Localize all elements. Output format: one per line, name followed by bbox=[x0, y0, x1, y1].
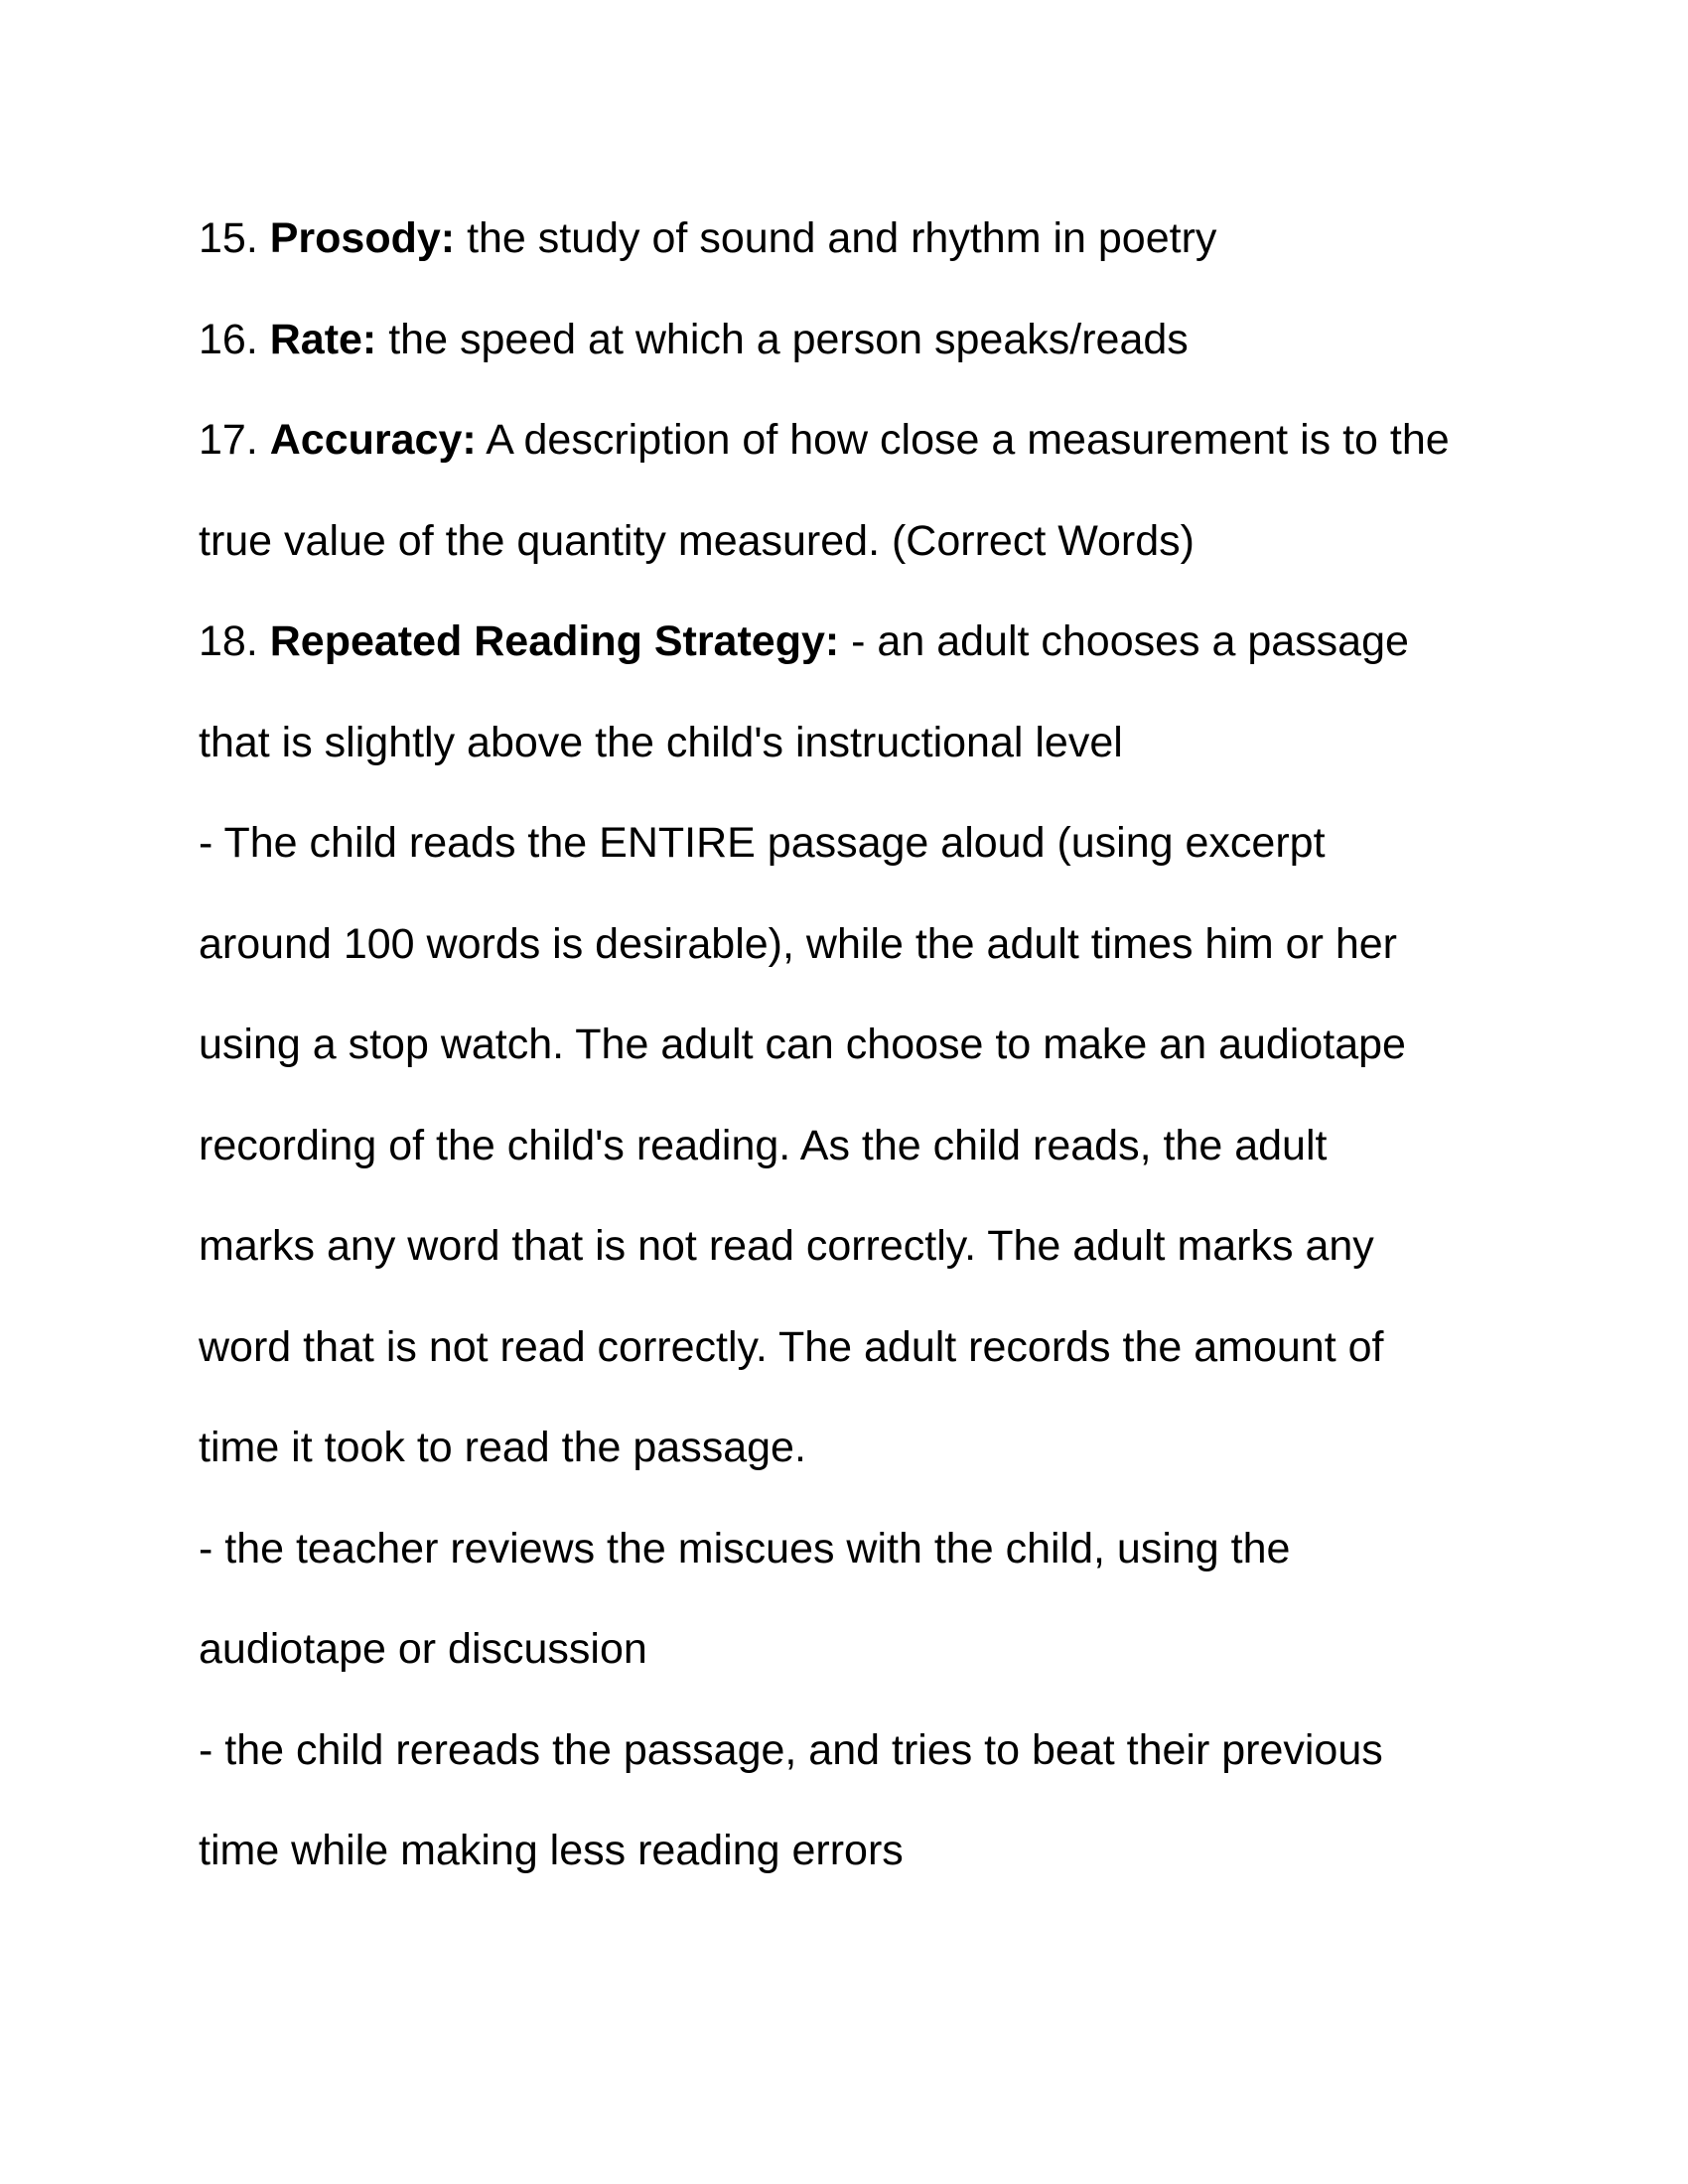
entry-definition: - an adult chooses a passage bbox=[851, 617, 1409, 665]
text-line: - the teacher reviews the miscues with the child, using the bbox=[199, 1524, 1291, 1572]
entry-rate bbox=[199, 290, 1489, 391]
text-line: audiotape or discussion bbox=[199, 1625, 647, 1673]
entry-term: Prosody: bbox=[269, 214, 456, 262]
entry-number: 15. bbox=[199, 214, 258, 262]
entry-definition: A description of how close a measurement is to the bbox=[486, 416, 1450, 464]
entry-repeated-reading-strategy bbox=[199, 592, 1489, 693]
glossary-body bbox=[199, 189, 1489, 1902]
entry-term: Rate: bbox=[269, 315, 377, 363]
text-line: - The child reads the ENTIRE passage aloud (using excerpt bbox=[199, 819, 1326, 867]
text-line: true value of the quantity measured. (Correct Words) bbox=[199, 516, 1195, 565]
entry-definition: the speed at which a person speaks/reads bbox=[388, 315, 1189, 363]
entry-prosody bbox=[199, 189, 1489, 290]
text-line: word that is not read correctly. The adult records the amount of bbox=[199, 1322, 1384, 1371]
entry-number: 18. bbox=[199, 617, 258, 665]
text-line: marks any word that is not read correctly. The adult marks any bbox=[199, 1222, 1374, 1270]
text-line: - the child rereads the passage, and tries to beat their previous bbox=[199, 1725, 1383, 1774]
text-line: time while making less reading errors bbox=[199, 1827, 904, 1874]
entry-term: Repeated Reading Strategy: bbox=[269, 617, 840, 665]
text-line: using a stop watch. The adult can choose to make an audiotape bbox=[199, 1021, 1406, 1068]
entry-number: 17. bbox=[199, 416, 258, 464]
text-line: time it took to read the passage. bbox=[199, 1424, 806, 1471]
entry-number: 16. bbox=[199, 315, 258, 363]
text-line: that is slightly above the child's instructional level bbox=[199, 718, 1123, 766]
entry-accuracy bbox=[199, 390, 1489, 491]
text-line: around 100 words is desirable), while the adult times him or her bbox=[199, 919, 1397, 968]
entry-definition: the study of sound and rhythm in poetry bbox=[467, 214, 1217, 262]
entry-term: Accuracy: bbox=[269, 416, 477, 464]
text-line: recording of the child's reading. As the child reads, the adult bbox=[199, 1121, 1328, 1169]
